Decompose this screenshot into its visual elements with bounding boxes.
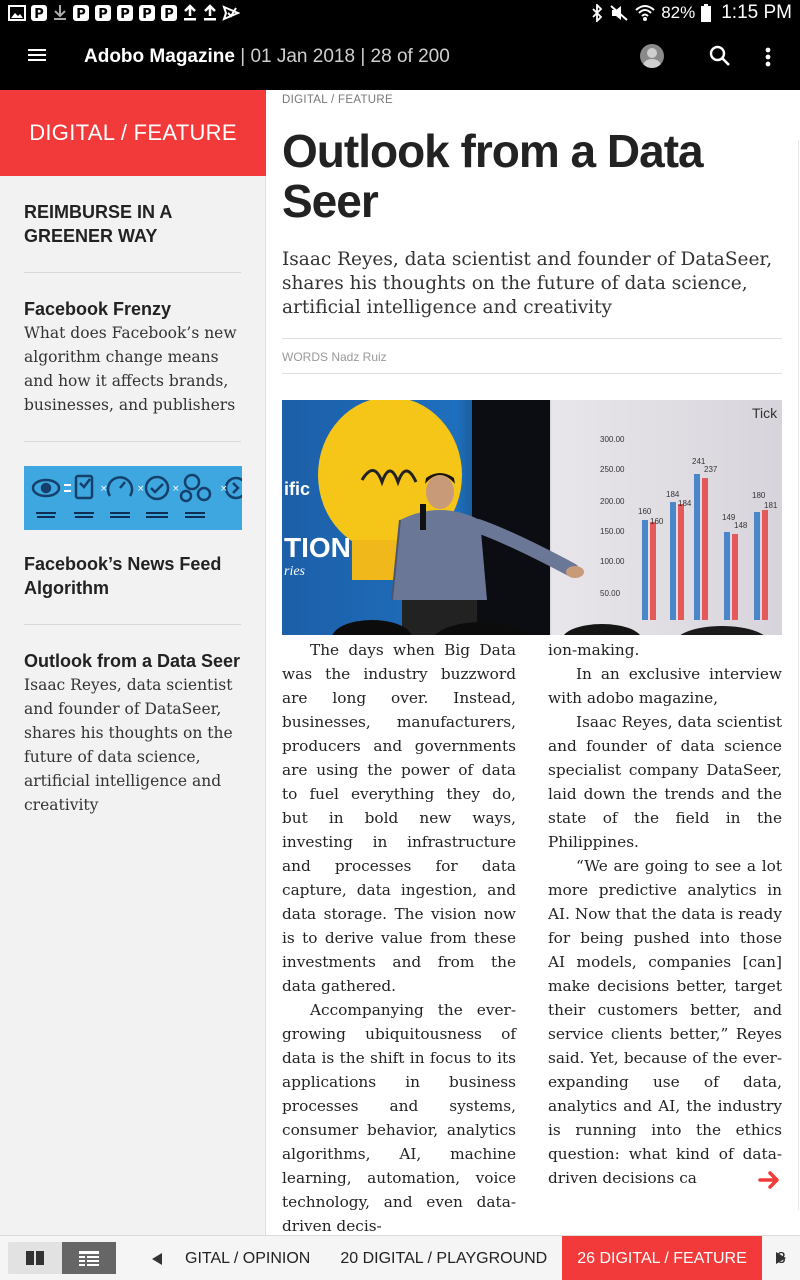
clock: 1:15 PM: [721, 2, 792, 23]
hamburger-icon: [28, 49, 46, 51]
sidebar-article-facebook-frenzy[interactable]: [24, 273, 241, 442]
wifi-icon: [635, 4, 655, 22]
screen-bar-label: 181: [764, 501, 778, 510]
screen-bar-label: 184: [678, 499, 692, 508]
bottom-bar: [0, 1235, 800, 1280]
article-list: [0, 176, 265, 841]
sidebar-article-title: Facebook Frenzy: [24, 299, 172, 319]
banner-text-1: ific: [284, 479, 311, 499]
status-bar: [0, 0, 800, 26]
article-photo: [282, 400, 782, 635]
title-separator: |: [360, 46, 366, 67]
title-separator: |: [240, 46, 246, 67]
screen-bar-label: 160: [650, 517, 664, 526]
system-tray: [591, 0, 792, 26]
bluetooth-icon: [591, 4, 603, 22]
screen-bar-label: 237: [704, 465, 718, 474]
article-headline: Outlook from a Data Seer: [282, 125, 703, 227]
app-bar: [0, 26, 800, 90]
screen-tick-label: 250.00: [600, 465, 625, 474]
scroll-right-icon[interactable]: [776, 1252, 786, 1264]
upload-icon: [202, 4, 218, 22]
search-icon[interactable]: [708, 44, 732, 68]
sidebar-article-desc: What does Facebook’s new algorithm change means and how it affects brands, businesses, and publishers: [24, 324, 237, 414]
tab-digital-opinion[interactable]: GITAL / OPINION: [185, 1250, 311, 1267]
screen-bar-label: 148: [734, 521, 748, 530]
upload-icon: [182, 4, 198, 22]
paragraph: Accompanying the ever-growing ubiquitousness of data is the shift in focus to its applications in business processes and systems, consumer behavior, analytics algorithms, AI, machine learning, automation, voice technology, and even data-driven decis-: [282, 1001, 516, 1235]
screen-tick-label: 300.00: [600, 435, 625, 444]
screen-tick-label: 150.00: [600, 527, 625, 536]
battery-percent: 82%: [661, 3, 696, 22]
tab-next-section[interactable]: 3: [776, 1250, 786, 1267]
mute-icon: [609, 4, 629, 22]
tab-digital-playground[interactable]: 20 DIGITAL / PLAYGROUND: [340, 1250, 548, 1267]
sidebar-section-title: DIGITAL / FEATURE: [0, 90, 266, 176]
speaker-photo: [282, 400, 782, 635]
article: [282, 90, 782, 1235]
article-thumbnail: [24, 466, 242, 530]
article-body: [282, 638, 782, 1238]
screen-bar-label: 184: [666, 490, 680, 499]
sidebar: [0, 90, 266, 1235]
pinterest-p-icon: [94, 4, 112, 22]
svg-text:×: ×: [220, 484, 228, 494]
pinterest-p-icon: [72, 4, 90, 22]
menu-button[interactable]: [28, 46, 58, 70]
send-icon: [222, 4, 240, 22]
infographic-icons: [24, 466, 242, 530]
svg-text:×: ×: [137, 484, 145, 494]
screen-tick-label: 50.00: [600, 589, 621, 598]
svg-text:P: P: [142, 7, 152, 22]
paragraph: “We are going to see a lot more predictive analytics in AI. Now that the data is ready for being pushed into those AI models, companies [can] make decisions better, target their customers better, and service clients better,” Reyes said. Yet, because of the ever-expanding use of data, analytics and AI, the industry is running into the ethics question: what kind of data-driven decisions ca: [548, 857, 782, 1187]
sidebar-article-title: REIMBURSE IN A GREENER WAY: [24, 202, 172, 246]
article-dek: Isaac Reyes, data scientist and founder of DataSeer, shares his thoughts on the future of data science, artificial intelligence and creativity: [282, 249, 773, 318]
sidebar-article-data-seer[interactable]: [24, 625, 241, 841]
article-column-1: [282, 638, 516, 1238]
breadcrumb: DIGITAL / FEATURE: [282, 94, 393, 106]
svg-text:P: P: [98, 7, 108, 22]
screen-bar-label: 180: [752, 491, 766, 500]
page-view-button[interactable]: [8, 1242, 62, 1274]
paragraph: Isaac Reyes, data scientist and founder of data science specialist company DataSeer, laid down the trends and the state of the field in the Philippines.: [548, 713, 782, 851]
banner-text-3: ries: [284, 564, 305, 579]
text-view-button[interactable]: [62, 1242, 116, 1274]
app-title: [84, 46, 450, 68]
pinterest-p-icon: [160, 4, 178, 22]
svg-text:P: P: [120, 7, 130, 22]
pinterest-p-icon: [30, 4, 48, 22]
scroll-left-icon[interactable]: [152, 1253, 162, 1265]
svg-text:P: P: [76, 7, 86, 22]
paragraph: In an exclusive interview with adobo magazine,: [548, 665, 782, 707]
paragraph: ion-making.: [548, 641, 640, 659]
article-divider: [798, 140, 799, 1210]
banner-text-2: TION: [284, 532, 351, 563]
screen-bar-label: 241: [692, 457, 706, 466]
two-column-icon: [25, 1250, 45, 1266]
issue-date: 01 Jan 2018: [250, 46, 356, 67]
sidebar-article-desc: Isaac Reyes, data scientist and founder of DataSeer, shares his thoughts on the future of data science, artificial intelligence and creativity: [24, 676, 233, 814]
paragraph: The days when Big Data was the industry buzzword are long over. Instead, businesses, manufacturers, producers and governments are using the power of data to fuel everything they do, but in bold new ways, investing in infrastructure and processes for data capture, data ingestion, and data storage. The vision now is to derive value from these investments and from the data gathered.: [282, 641, 516, 995]
view-toggle: [8, 1242, 116, 1274]
article-byline: WORDS Nadz Ruiz: [282, 338, 782, 374]
list-view-icon: [78, 1250, 100, 1266]
section-tabs: [140, 1236, 800, 1280]
pinterest-p-icon: [138, 4, 156, 22]
tab-digital-feature[interactable]: 26 DIGITAL / FEATURE: [562, 1236, 762, 1280]
screen-bar-label: 160: [638, 507, 652, 516]
profile-avatar[interactable]: [640, 44, 664, 68]
hamburger-icon-line: [28, 59, 46, 61]
next-page-arrow-icon[interactable]: [758, 1168, 782, 1192]
article-column-2: [548, 638, 782, 1238]
svg-text:P: P: [164, 7, 174, 22]
screen-bar-label: 149: [722, 513, 736, 522]
pinterest-p-icon: [116, 4, 134, 22]
sidebar-article-title: Facebook’s News Feed Algorithm: [24, 554, 222, 598]
gallery-icon: [8, 5, 26, 21]
screen-tick-label: 100.00: [600, 557, 625, 566]
sidebar-article-title: Outlook from a Data Seer: [24, 651, 241, 671]
more-options-icon[interactable]: [758, 44, 778, 72]
svg-text:×: ×: [100, 484, 108, 494]
battery-icon: [701, 4, 711, 22]
sidebar-article-news-feed[interactable]: [24, 442, 241, 625]
magazine-name: Adobo Magazine: [84, 46, 235, 67]
svg-text:P: P: [34, 7, 44, 22]
sidebar-article-reimburse[interactable]: [24, 176, 241, 273]
page-counter: 28 of 200: [370, 46, 450, 67]
screen-tick-label: 200.00: [600, 497, 625, 506]
svg-text:×: ×: [172, 484, 180, 494]
notification-icons: [0, 4, 240, 22]
screen-chart-title: Tick: [752, 405, 778, 421]
download-icon: [52, 4, 68, 22]
hamburger-icon-line: [28, 54, 46, 56]
